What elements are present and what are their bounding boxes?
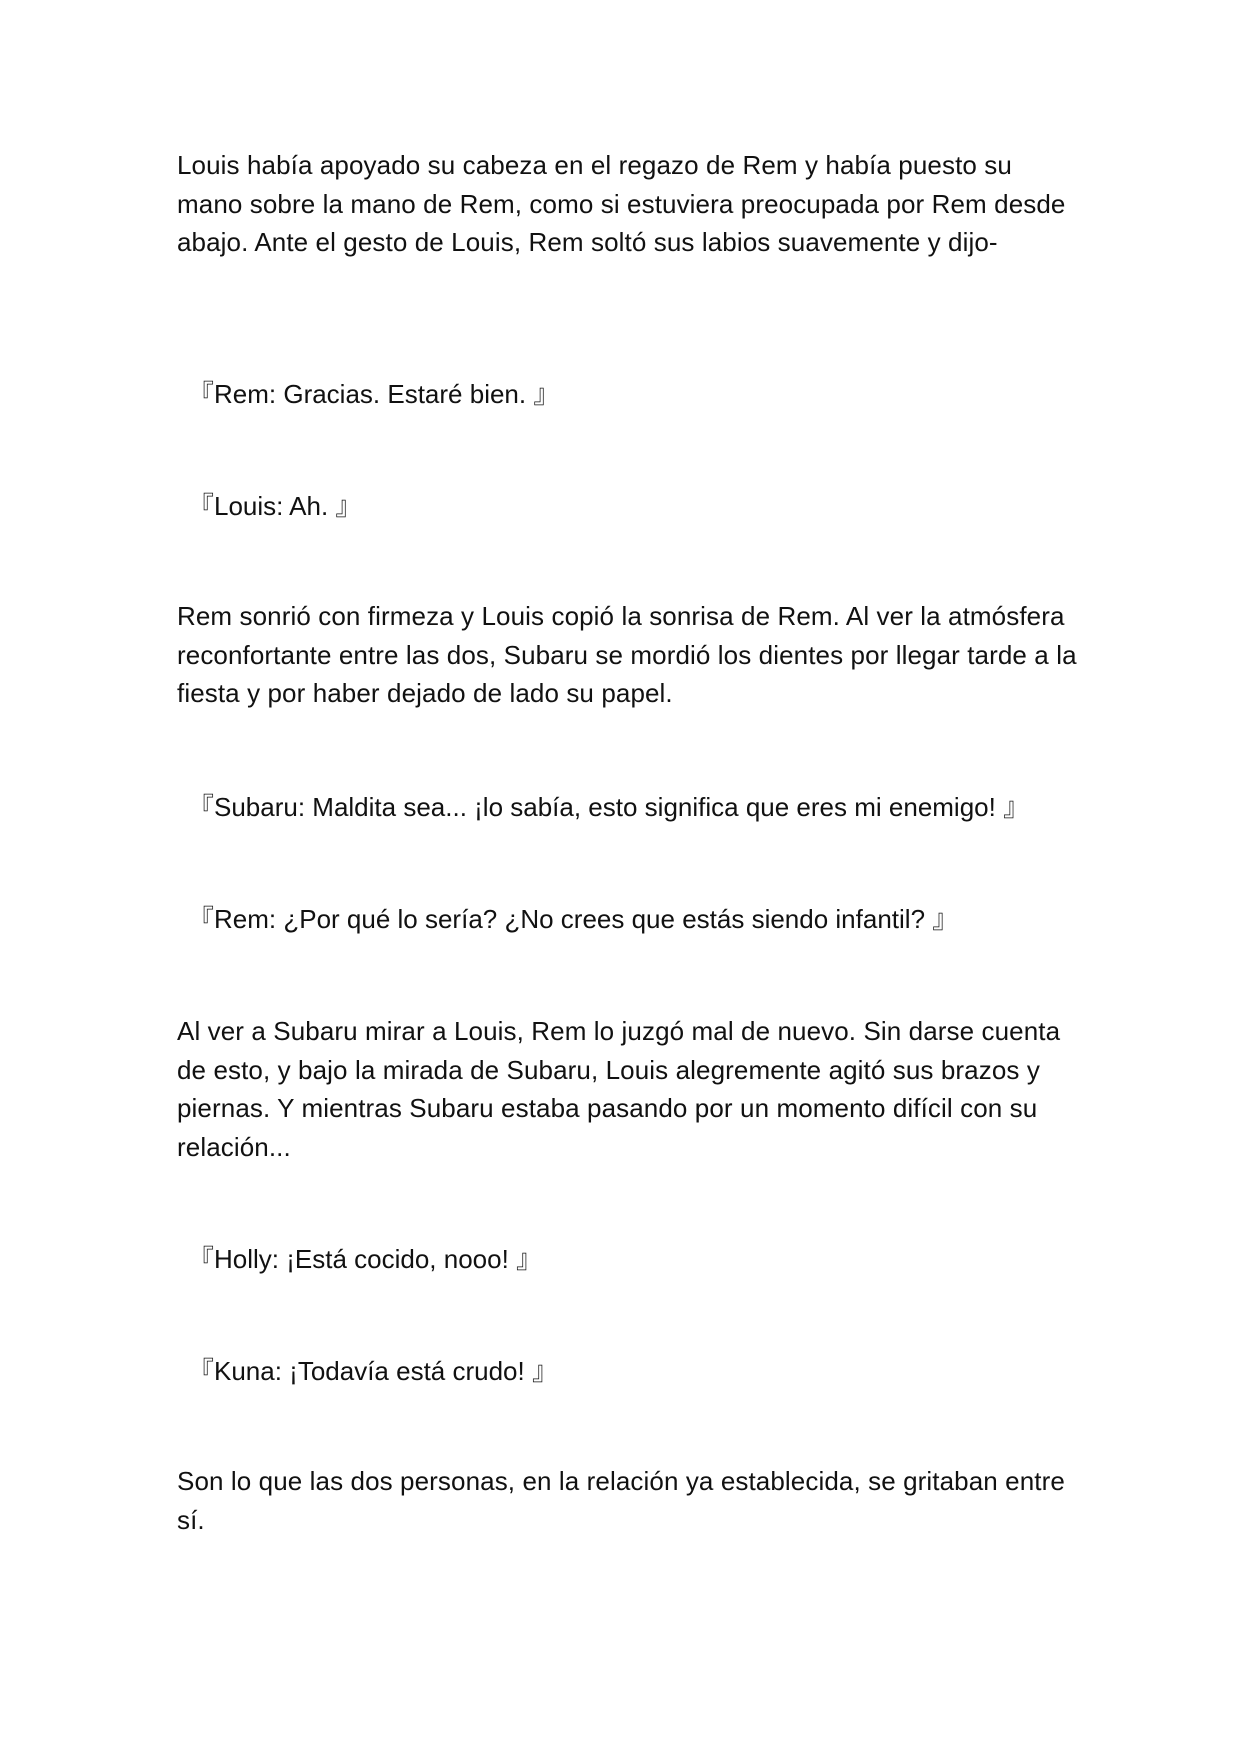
dialogue-line: 『Louis: Ah. 』	[188, 491, 362, 521]
dialogue-line: 『Kuna: ¡Todavía está crudo! 』	[188, 1356, 558, 1386]
narrative-paragraph: Al ver a Subaru mirar a Louis, Rem lo juzgó mal de nuevo. Sin darse cuenta de esto, y bajo la mirada de Subaru, Louis alegremente agitó sus brazos y piernas. Y mientras Subaru estaba pasando por un momento difícil con su relación...	[177, 1016, 1061, 1162]
narrative-paragraph: Rem sonrió con firmeza y Louis copió la sonrisa de Rem. Al ver la atmósfera reconfortante entre las dos, Subaru se mordió los dientes por llegar tarde a la fiesta y por haber dejado de lado su papel.	[177, 601, 1077, 708]
narrative-paragraph: Louis había apoyado su cabeza en el regazo de Rem y había puesto su mano sobre la mano de Rem, como si estuviera preocupada por Rem desde abajo. Ante el gesto de Louis, Rem soltó sus labios suavemente y dijo-	[177, 150, 1066, 257]
dialogue-line: 『Rem: ¿Por qué lo sería? ¿No crees que estás siendo infantil? 』	[188, 904, 959, 934]
narrative-paragraph: Son lo que las dos personas, en la relación ya establecida, se gritaban entre sí.	[177, 1466, 1065, 1535]
dialogue-line: 『Subaru: Maldita sea... ¡lo sabía, esto significa que eres mi enemigo! 』	[188, 792, 1030, 822]
dialogue-line: 『Holly: ¡Está cocido, nooo! 』	[188, 1244, 543, 1274]
dialogue-line: 『Rem: Gracias. Estaré bien. 』	[188, 379, 560, 409]
